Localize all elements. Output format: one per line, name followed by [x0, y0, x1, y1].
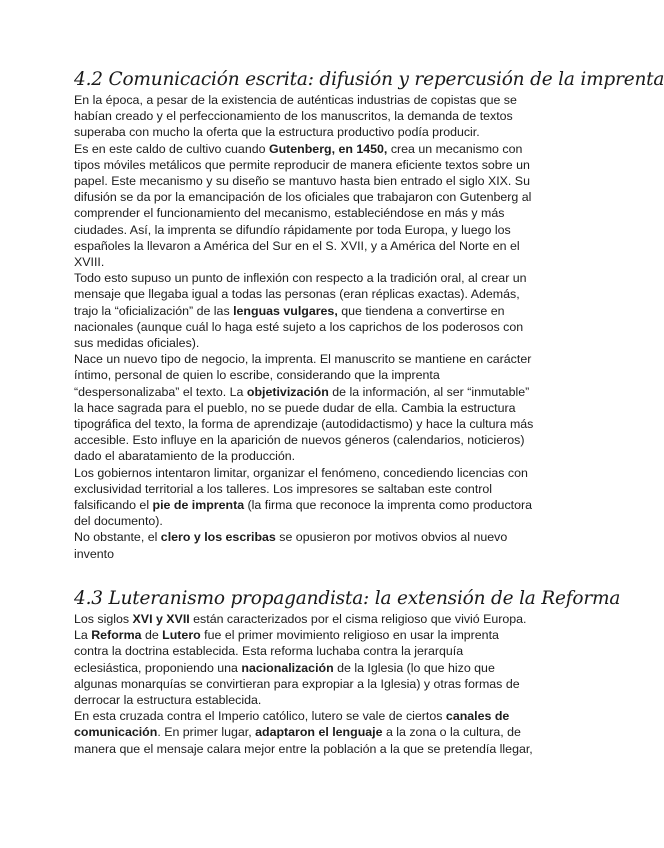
- document-page: [74, 68, 664, 757]
- text-run: . En primer lugar,: [157, 725, 256, 740]
- section-heading: 4.2 Comunicación escrita: difusión y repercusión de la imprenta: [74, 69, 664, 90]
- paragraph: [74, 627, 534, 708]
- paragraph: [74, 611, 534, 627]
- text-run: En esta cruzada contra el Imperio católico, lutero se vale de ciertos: [74, 709, 446, 724]
- bold-text: pie de imprenta: [152, 498, 245, 513]
- paragraph: [74, 270, 534, 351]
- bold-text: adaptaron el lenguaje: [255, 725, 383, 740]
- paragraph: [74, 141, 534, 271]
- text-run: La: [74, 628, 92, 643]
- paragraph: [74, 708, 534, 757]
- text-run: No obstante, el: [74, 530, 161, 545]
- section-4-2: [74, 68, 664, 562]
- bold-text: XVI y XVII: [132, 611, 190, 626]
- paragraph: [74, 529, 534, 561]
- text-run: Nace un nuevo tipo de negocio, la imprenta. El manuscrito se mantiene en carácter íntimo, personal de quien lo escribe, considerando que la imprenta “despersonalizaba” el texto. La: [74, 352, 532, 399]
- bold-text: objetivización: [246, 384, 329, 399]
- bold-text: clero y los escribas: [160, 530, 276, 545]
- text-run: de: [141, 628, 163, 643]
- text-run: crea un mecanismo con tipos móviles metálicos que permite reproducir de manera eficiente textos sobre un papel. Este mecanismo y su diseño se mantuvo hasta bien entrado el siglo XIX. Su difusión se da por la emancipación de los oficiales que trabajaron con Gutenberg al comprender el funcionamiento del mecanismo, estableciéndose en más y más ciudades. Así, la imprenta se difundío rápidamente por toda Europa, y luego los españoles la llevaron a América del Sur en el S. XVII, y a América del Norte en el XVIII.: [74, 141, 532, 270]
- paragraph: En la época, a pesar de la existencia de auténticas industrias de copistas que se habían creado y el perfeccionamiento de los manuscritos, la demanda de textos superaba con mucho la oferta que la estructura productivo podía producir.: [74, 93, 517, 140]
- bold-text: Lutero: [162, 628, 201, 643]
- text-run: están caracterizados por el cisma religioso que vivió Europa.: [189, 611, 527, 626]
- text-run: a la zona o la cultura, de manera que el mensaje calara mejor entre la población a la que se pretendía llegar,: [74, 725, 533, 756]
- paragraph: [74, 351, 534, 464]
- text-run: de la Iglesia (lo que hizo que algunas monarquías se convirtieran para expropiar a la Iglesia) y otras formas de derrocar la estructura establecida.: [74, 660, 520, 707]
- section-4-3: [74, 587, 621, 757]
- bold-text: lenguas vulgares,: [233, 303, 338, 318]
- text-run: Los gobiernos intentaron limitar, organizar el fenómeno, concediendo licencias con exclusividad territorial a los talleres. Los impresores se saltaban este control falsificando el: [74, 465, 528, 513]
- text-run: Los siglos: [74, 611, 133, 626]
- bold-text: Gutenberg, en 1450,: [268, 141, 388, 156]
- text-run: de la información, al ser “inmutable” la hace sagrada para el pueblo, no se puede dudar de ella. Cambia la estructura tipográfica del texto, la forma de aprendizaje (autodidactismo) y hace la cultura más accesible. Esto influye en la aparición de nuevos géneros (calendarios, noticieros) dado el abaratamiento de la producción.: [74, 384, 534, 464]
- text-run: Todo esto supuso un punto de inflexión con respecto a la tradición oral, al crear un mensaje que llegaba igual a todas las personas (eran réplicas exactas). Además, trajo la “oficialización” de las: [74, 271, 527, 318]
- bold-text: nacionalización: [241, 660, 334, 675]
- bold-text: Reforma: [91, 628, 142, 643]
- text-run: que tiendena a convertirse en nacionales (aunque cuál lo haga esté sujeto a los caprichos de los poderosos con sus medidas oficiales).: [74, 303, 524, 351]
- bold-text: canales de comunicación: [74, 709, 510, 740]
- text-run: fue el primer movimiento religioso en usar la imprenta contra la doctrina establecida. Esta reforma luchaba contra la jerarquía eclesiástica, proponiendo una: [74, 628, 499, 675]
- text-run: se opusieron por motivos obvios al nuevo invento: [74, 530, 508, 561]
- text-run: Es en este caldo de cultivo cuando: [74, 141, 269, 156]
- text-run: (la firma que reconoce la imprenta como productora del documento).: [74, 498, 532, 529]
- paragraph: [74, 465, 534, 530]
- section-heading: 4.3 Luteranismo propagandista: la extensión de la Reforma: [74, 587, 621, 609]
